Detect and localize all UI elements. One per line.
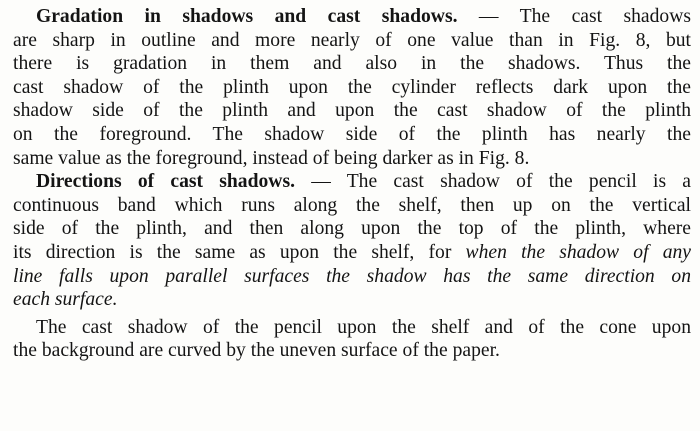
text-line: side of the plinth, and then along upon the top of the plinth, where [13,218,691,240]
line-text: its direction is the same as upon the shelf, for [13,241,466,263]
text-line [13,170,691,194]
text-line: continuous band which runs along the shelf, then up on the vertical [13,194,691,216]
line-text: The cast shadow of the pencil is a [346,171,691,193]
section-heading: Gradation in shadows and cast shadows. [36,6,458,27]
em-dash: — [457,6,520,27]
em-dash: — [294,171,347,193]
italic-line: line falls upon parallel surfaces the shadow has the same direction on [13,265,691,287]
text-line: The cast shadow of the pencil upon the shelf and of the cone upon [36,316,691,338]
paragraph-curved-shadows [13,316,691,363]
paragraph-directions [13,170,691,312]
italic-line: each surface. [13,289,118,311]
section-heading: Directions of cast shadows. [36,171,295,193]
text-line [13,5,691,29]
text-line: on the foreground. The shadow side of the plinth has nearly the [13,123,691,145]
line-text: The cast shadows [519,6,691,27]
text-line: cast shadow of the plinth upon the cylinder reflects dark upon the [13,76,691,98]
text-line: shadow side of the plinth and upon the cast shadow of the plinth [13,100,691,122]
text-line: the background are curved by the uneven surface of the paper. [13,340,500,362]
paragraph-gradation [13,5,691,170]
page-text [13,5,691,363]
text-line: same value as the foreground, instead of being darker as in Fig. 8. [13,147,530,169]
text-line: are sharp in outline and more nearly of one value than in Fig. 8, but [13,29,691,51]
text-line [13,241,691,265]
text-line: there is gradation in them and also in the shadows. Thus the [13,53,691,75]
italic-text: when the shadow of any [465,241,691,263]
